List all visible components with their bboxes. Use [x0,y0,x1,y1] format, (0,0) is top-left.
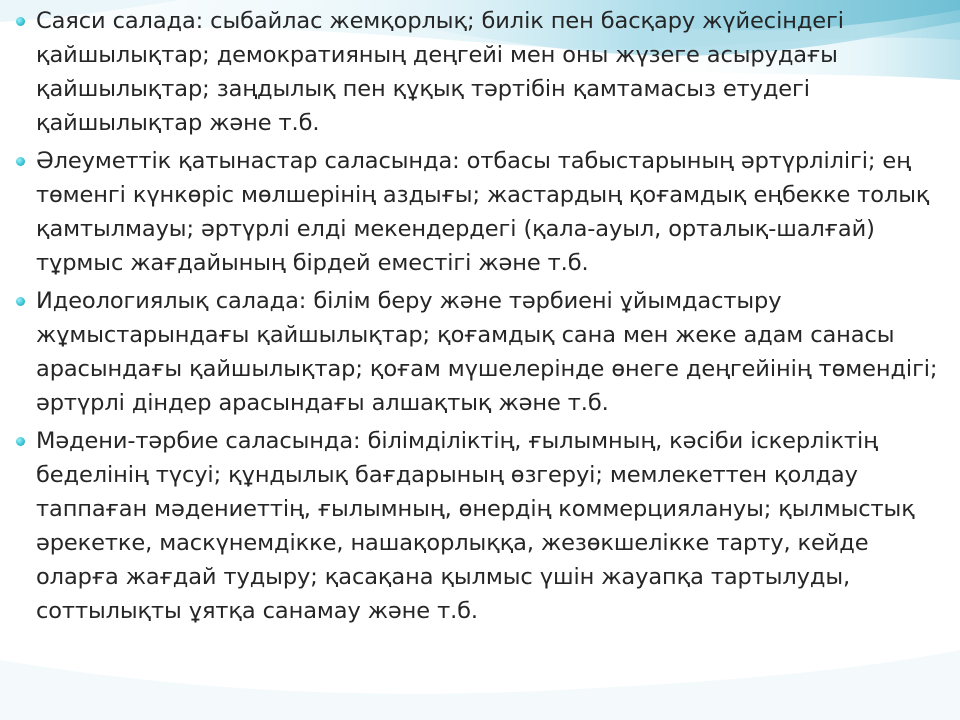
list-item-text: Идеологиялық салада: білім беру және тәрбиені ұйымдастыру жұмыстарындағы қайшылықтар; қоғамдық сана мен жеке адам санасы арасындағы қайшылықтар; қоғам мүшелерінде өнеге деңгейінің төмендігі; әртүрлі діндер арасындағы алшақтық және т.б. [36,288,938,416]
list-item [14,144,944,280]
list-item [14,284,944,420]
bullet-list [14,4,944,628]
bullet-list-region [14,4,944,632]
list-item [14,4,944,140]
list-item-text: Мәдени-тәрбие саласында: білімділіктің, ғылымның, кәсіби іскерліктің беделінің түсуі; құндылық бағдарының өзгеруі; мемлекеттен қолдау таппаған мәдениеттің, ғылымның, өнердің коммерциялануы; қылмыстық әрекетке, маскүнемдікке, нашақорлыққа, жезөкшелікке тарту, кейде оларға жағдай тудыру; қасақана қылмыс үшін жауапқа тартылуды, соттылықты ұятқа санамау және т.б. [36,428,915,624]
list-item-text: Саяси салада: сыбайлас жемқорлық; билік пен басқару жүйесіндегі қайшылықтар; демократияның деңгейі мен оны жүзеге асырудағы қайшылықтар; заңдылық пен құқық тәртібін қамтамасыз етудегі қайшылықтар және т.б. [36,8,844,136]
teal-sphere-bullet-icon [16,297,25,306]
list-item-text: Әлеуметтік қатынастар саласында: отбасы табыстарының әртүрлілігі; ең төменгі күнкөріс мөлшерінің аздығы; жастардың қоғамдық еңбекке толық қамтылмауы; әртүрлі елді мекендердегі (қала-ауыл, орталық-шалғай) тұрмыс жағдайының бірдей еместігі және т.б. [36,148,930,276]
list-item [14,424,944,628]
teal-sphere-bullet-icon [16,157,25,166]
teal-sphere-bullet-icon [16,437,25,446]
teal-sphere-bullet-icon [16,17,25,26]
